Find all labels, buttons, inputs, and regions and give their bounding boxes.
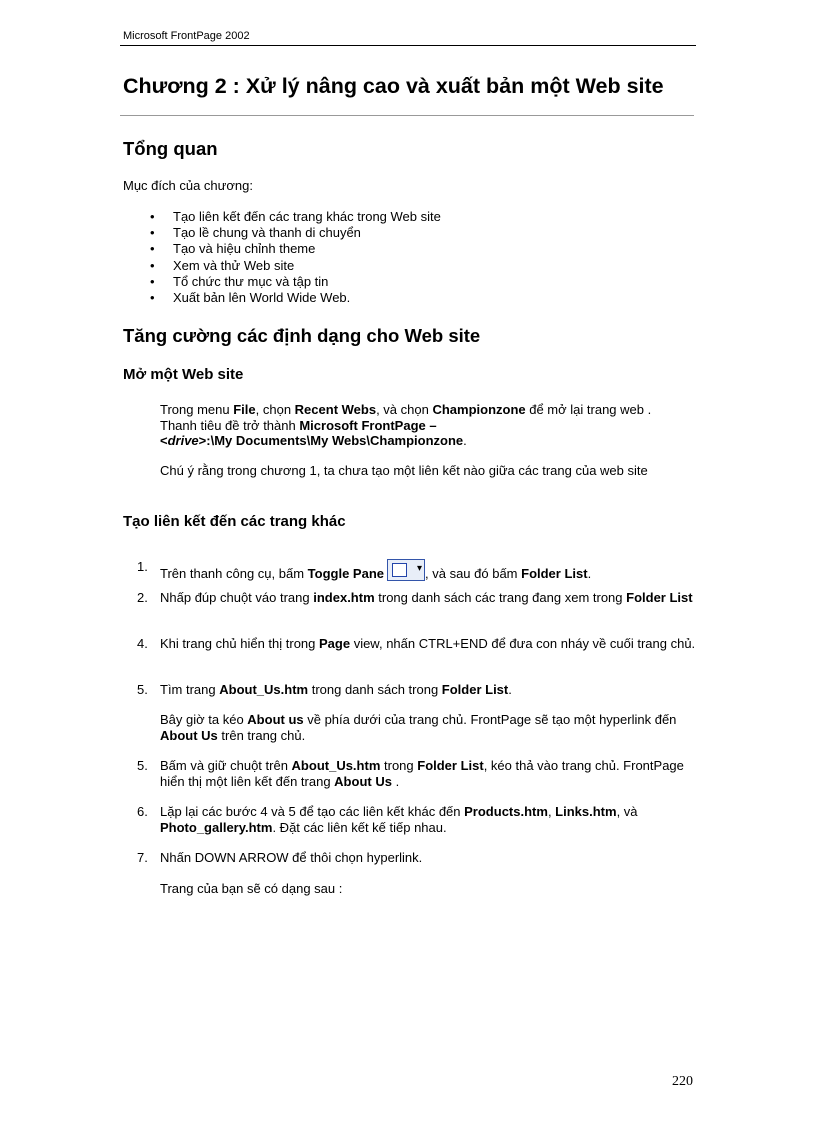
paragraph-line <box>160 418 700 434</box>
text-run: view, nhấn CTRL+END để đưa con nháy về cuối trang chủ. <box>350 636 696 651</box>
list-item: • Xem và thử Web site <box>150 258 441 274</box>
step-text <box>160 590 700 606</box>
paragraph-line <box>160 433 700 449</box>
text-run: trong <box>380 758 418 773</box>
text-run: Trang của bạn sẽ có dạng sau : <box>160 881 343 896</box>
bold-text: Products.htm <box>464 804 548 819</box>
list-item: • Tạo và hiệu chỉnh theme <box>150 241 441 257</box>
text-run: . <box>391 773 400 789</box>
bold-text: Recent Webs <box>294 402 377 417</box>
step-text <box>160 712 700 743</box>
running-header: Microsoft FrontPage 2002 <box>123 30 250 42</box>
bold-text: About us <box>247 712 304 727</box>
bold-text: Folder List <box>441 682 509 697</box>
bold-text: index.htm <box>313 590 375 605</box>
step-text <box>160 804 700 835</box>
toggle-pane-icon <box>387 559 425 581</box>
bold-text: About_Us.htm <box>291 758 381 773</box>
text-run: về phía dưới của trang chủ. FrontPage sẽ tạo một hyperlink đến <box>303 712 677 727</box>
text-run: , và sau đó bấm <box>425 566 522 581</box>
create-links-heading: Tạo liên kết đến các trang khác <box>123 513 346 530</box>
bold-text: Folder List <box>417 758 484 773</box>
bold-text: Links.htm <box>555 804 617 819</box>
text-run: trong danh sách các trang đang xem trong <box>374 590 627 605</box>
bold-text: Toggle Pane <box>307 566 384 581</box>
open-web-heading: Mở một Web site <box>123 366 244 383</box>
note-paragraph <box>160 463 700 479</box>
step-number: 4. <box>137 636 148 651</box>
step-text <box>160 758 700 789</box>
text-run: Tìm trang <box>160 682 220 697</box>
bold-text: Folder List <box>521 566 588 581</box>
title-rule <box>120 115 694 116</box>
bold-text: Page <box>319 636 351 651</box>
text-run: , và <box>616 804 638 819</box>
step-number: 2. <box>137 590 148 605</box>
text-run: Nhấp đúp chuột váo trang <box>160 590 314 605</box>
text-run: trên trang chủ. <box>217 727 306 743</box>
step-text <box>160 881 700 897</box>
step-text <box>160 850 700 866</box>
objectives-list <box>150 209 441 306</box>
header-rule <box>120 45 696 46</box>
step-number: 6. <box>137 804 148 819</box>
text-run: trong danh sách trong <box>308 682 442 697</box>
text-run: . <box>587 566 592 581</box>
step-text <box>160 559 700 582</box>
text-run: Chú ý rằng trong chương 1, ta chưa tạo một liên kết nào giữa các trang của web site <box>160 463 648 478</box>
text-run: Trong menu <box>160 402 234 417</box>
section-heading: Tăng cường các định dạng cho Web site <box>123 325 481 346</box>
text-run: Lặp lại các bước 4 và 5 để tạo các liên kết khác đến <box>160 804 465 819</box>
page-number: 220 <box>672 1074 693 1089</box>
step-number: 7. <box>137 850 148 865</box>
bold-text: Photo_gallery.htm <box>160 819 273 835</box>
text-run: . Đặt các liên kết kế tiếp nhau. <box>272 819 447 835</box>
text-run: Bây giờ ta kéo <box>160 712 248 727</box>
text-run: , kéo thả vào trang chủ. FrontPage hiển thị một liên kết đến trang <box>160 758 684 789</box>
text-run: . <box>463 433 467 448</box>
bold-text: < <box>160 433 168 448</box>
bold-text: >:\My Documents\My Webs\Championzone <box>198 433 464 448</box>
text-run: Thanh tiêu đề trở thành <box>160 417 300 433</box>
list-item: • Xuất bản lên World Wide Web. <box>150 290 441 306</box>
text-run: Trên thanh công cụ, bấm <box>160 566 308 581</box>
text-run: , chọn <box>255 402 295 417</box>
bold-text: Championzone <box>432 402 526 417</box>
text-run: Khi trang chủ hiển thị trong <box>160 636 319 651</box>
text-run: . <box>508 682 512 697</box>
overview-intro: Mục đích của chương: <box>123 178 253 193</box>
bold-text: File <box>233 402 256 417</box>
text-run: Bấm và giữ chuột trên <box>160 758 292 773</box>
text-run: , <box>547 804 556 819</box>
text-run: để mở lại trang web . <box>525 402 652 417</box>
bold-text: About Us <box>160 727 218 743</box>
step-number: 5. <box>137 758 148 773</box>
text-run: Nhấn DOWN ARROW để thôi chọn hyperlink. <box>160 850 423 865</box>
paragraph-line <box>160 402 700 418</box>
overview-heading: Tổng quan <box>123 138 218 159</box>
step-text <box>160 636 700 652</box>
bold-text: Folder List <box>626 590 693 605</box>
list-item: • Tạo lề chung và thanh di chuyển <box>150 225 441 241</box>
list-item: • Tổ chức thư mục và tập tin <box>150 274 441 290</box>
step-number: 5. <box>137 682 148 697</box>
bold-text: About_Us.htm <box>219 682 309 697</box>
text-run: , và chọn <box>376 402 433 417</box>
bold-text: Microsoft FrontPage – <box>299 417 437 433</box>
bold-text: drive <box>167 433 199 448</box>
step-text <box>160 682 700 698</box>
list-item: • Tạo liên kết đến các trang khác trong Web site <box>150 209 441 225</box>
chapter-title: Chương 2 : Xử lý nâng cao và xuất bản một Web site <box>123 74 664 98</box>
bold-text: About Us <box>334 773 392 789</box>
step-number: 1. <box>137 559 148 574</box>
open-web-paragraph <box>160 402 700 449</box>
